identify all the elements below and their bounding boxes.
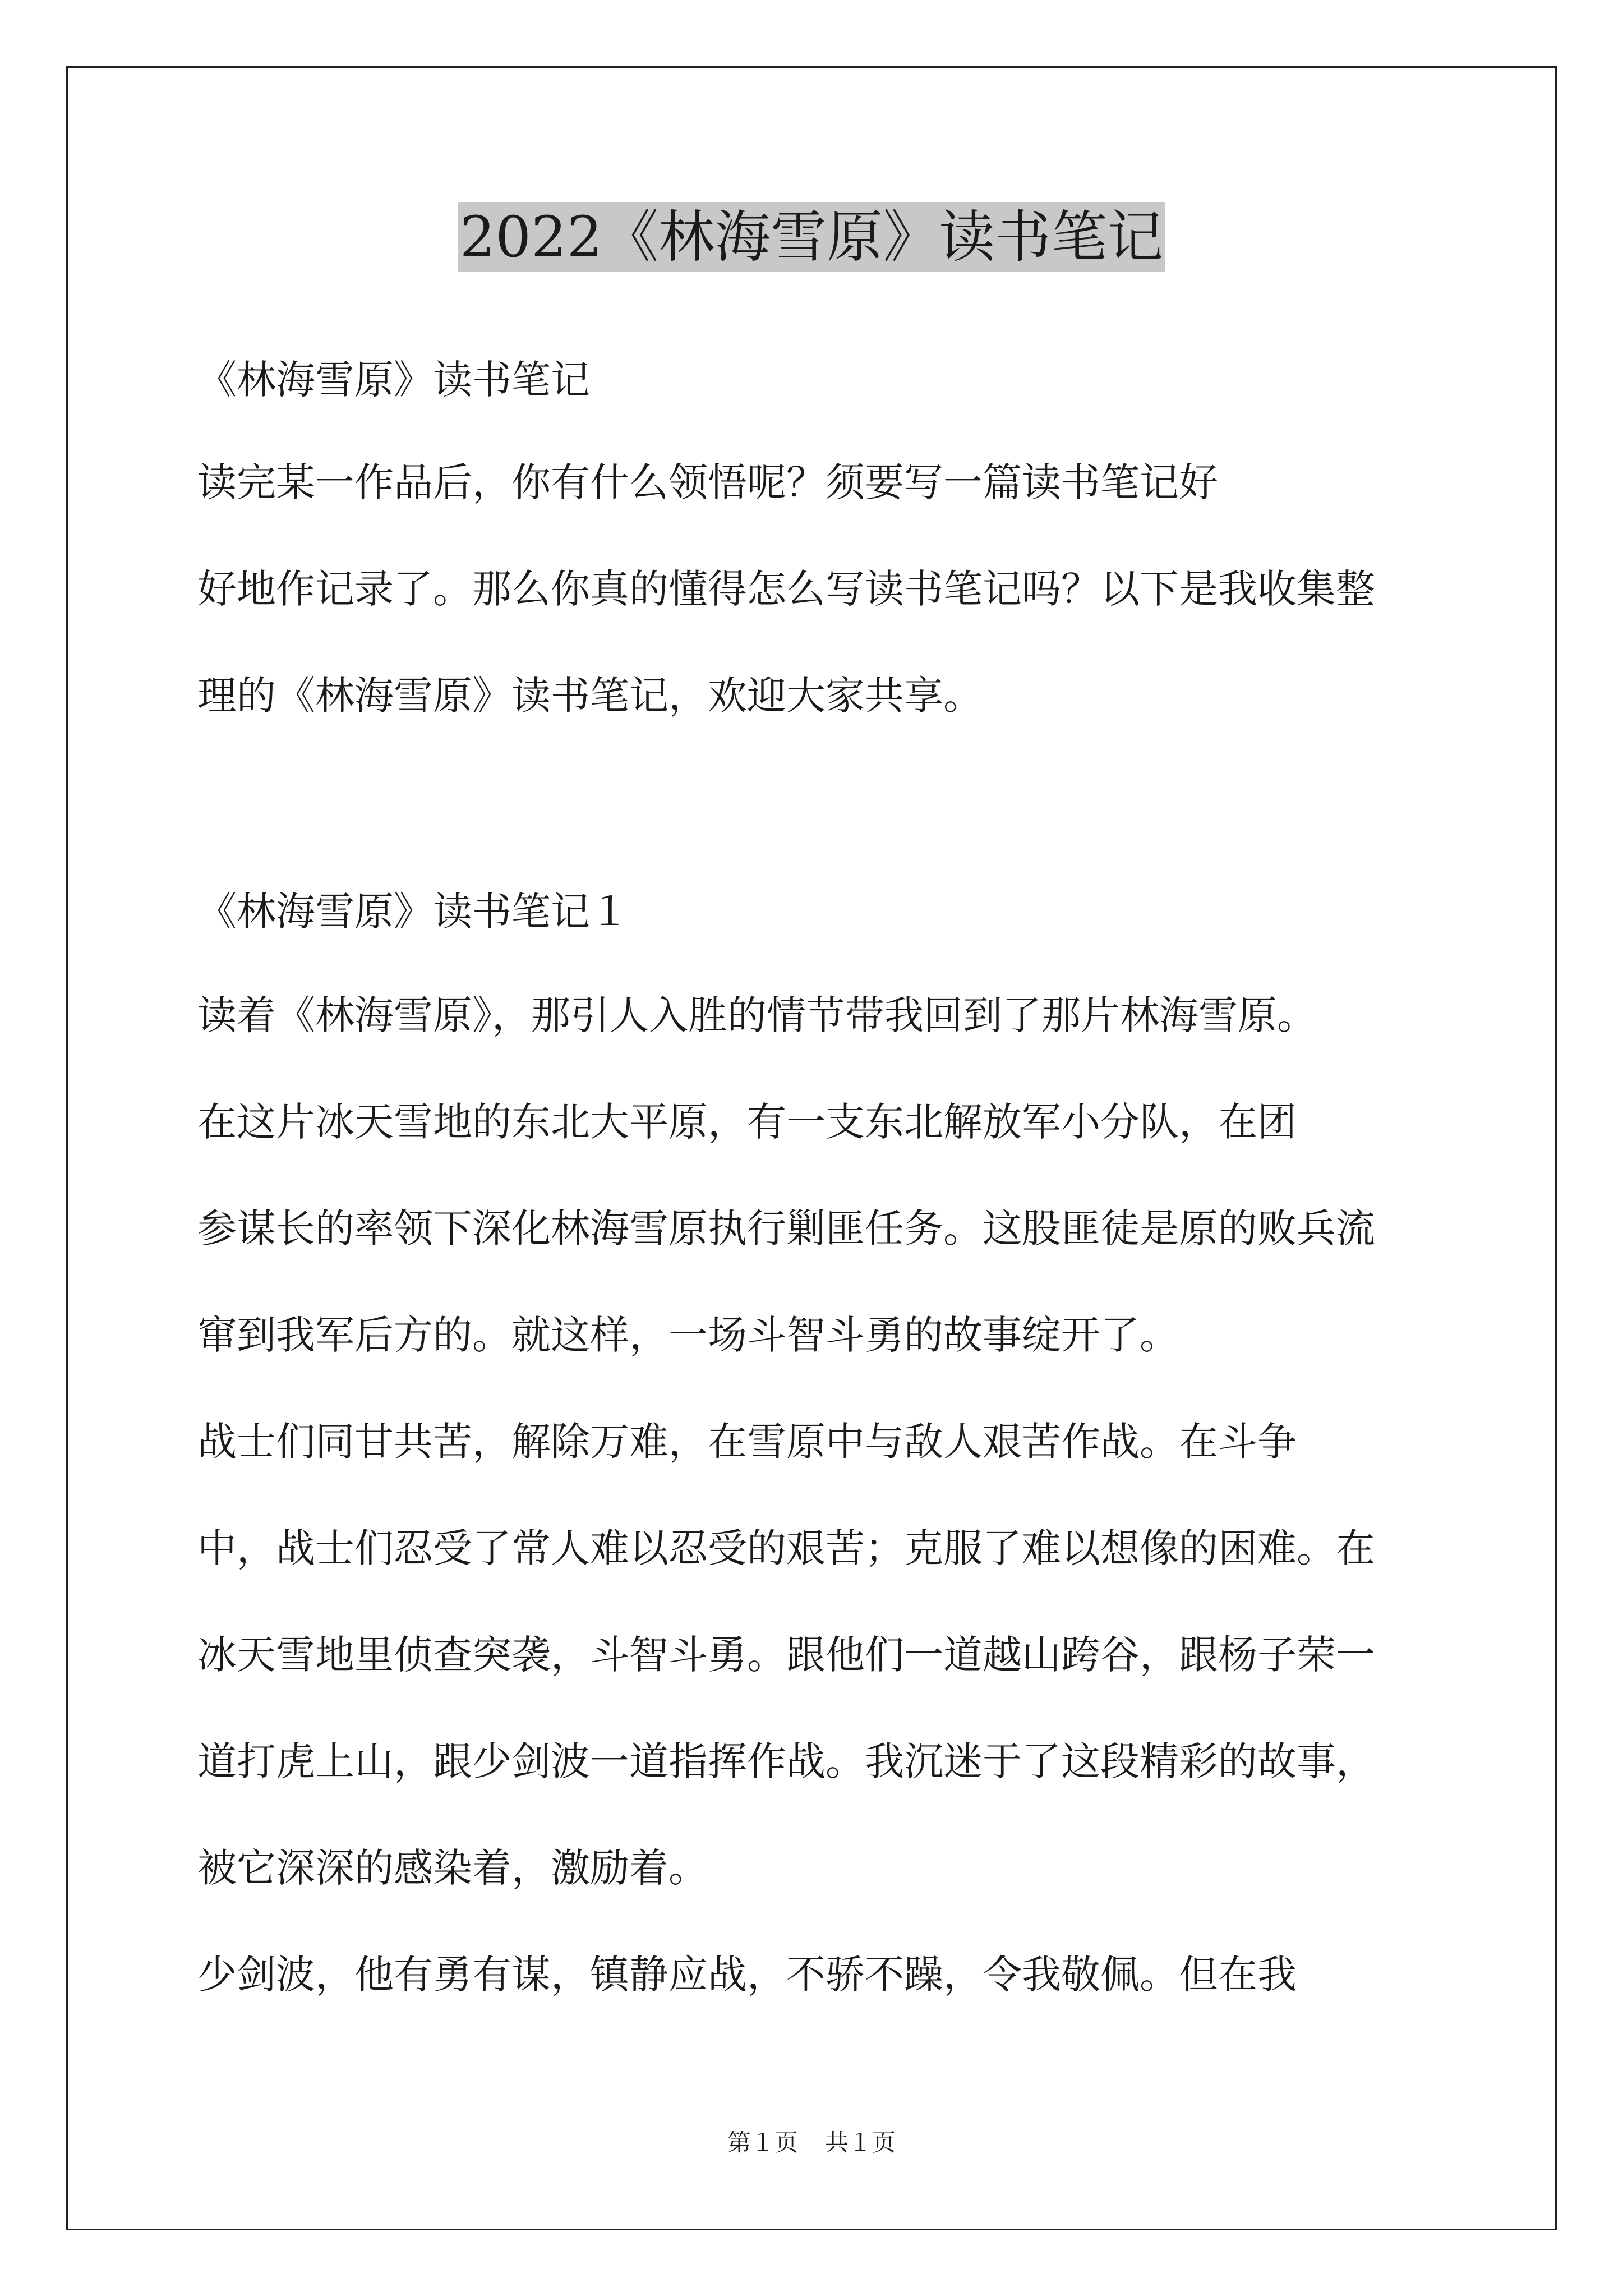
page-total: 共１页 xyxy=(825,2129,896,2156)
subtitle-line: 《林海雪原》读书笔记 xyxy=(197,357,590,403)
text-line: 读着《林海雪原》，那引人入胜的情节带我回到了那片林海雪原。 xyxy=(197,992,1316,1038)
text-line: 道打虎上山，跟少剑波一道指挥作战。我沉迷于了这段精彩的故事， xyxy=(197,1738,1375,1784)
text-line: 冰天雪地里侦查突袭，斗智斗勇。跟他们一道越山跨谷，跟杨子荣一 xyxy=(197,1632,1375,1678)
text-line: 被它深深的感染着，激励着。 xyxy=(197,1845,708,1891)
text-line: 战士们同甘共苦，解除万难，在雪原中与敌人艰苦作战。在斗争 xyxy=(197,1419,1297,1465)
text-line: 在这片冰天雪地的东北大平原，有一支东北解放军小分队，在团 xyxy=(197,1099,1297,1145)
section-heading: 《林海雪原》读书笔记１ xyxy=(197,889,629,935)
page-footer xyxy=(0,2126,1623,2160)
text-line: 理的《林海雪原》读书笔记，欢迎大家共享。 xyxy=(197,673,983,719)
text-line: 窜到我军后方的。就这样，一场斗智斗勇的故事绽开了。 xyxy=(197,1312,1179,1358)
document-title-text: 2022《林海雪原》读书笔记 xyxy=(458,202,1166,272)
document-title xyxy=(0,201,1623,274)
text-line: 读完某一作品后，你有什么领悟呢？须要写一篇读书笔记好 xyxy=(197,459,1218,505)
text-line: 参谋长的率领下深化林海雪原执行剿匪任务。这股匪徒是原的败兵流 xyxy=(197,1205,1375,1251)
text-line: 中，战士们忍受了常人难以忍受的艰苦；克服了难以想像的困难。在 xyxy=(197,1525,1375,1571)
page-number: 第１页 xyxy=(727,2129,798,2156)
text-line: 少剑波，他有勇有谋，镇静应战，不骄不躁，令我敬佩。但在我 xyxy=(197,1952,1297,1998)
text-line: 好地作记录了。那么你真的懂得怎么写读书笔记吗？以下是我收集整 xyxy=(197,566,1375,612)
